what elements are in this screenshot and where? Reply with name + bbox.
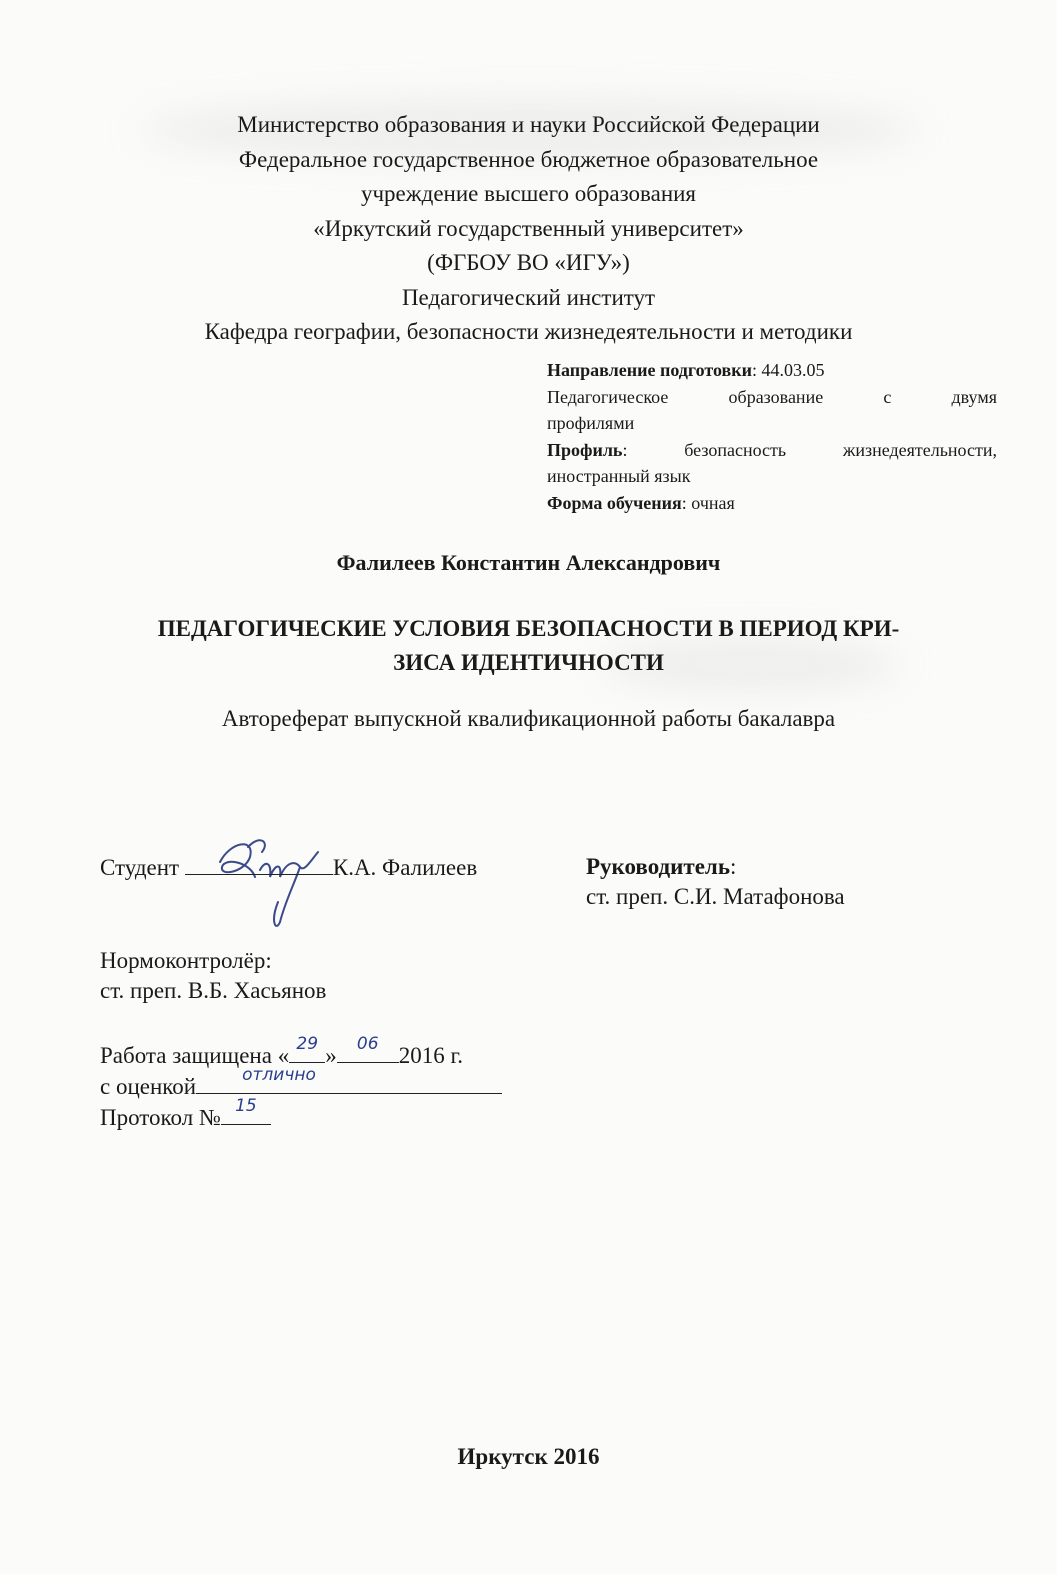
student-signature-row (100, 852, 477, 883)
profile-row-2: иностранный язык (547, 466, 691, 486)
defense-month: 06 (356, 1034, 379, 1054)
grade-row (100, 1065, 502, 1102)
city-year: Иркутск 2016 (457, 1444, 600, 1469)
protocol-field (221, 1096, 271, 1125)
direction-name-row-2: профилями (547, 413, 635, 433)
direction-label: Направление подготовки (547, 360, 753, 380)
protocol-number: 15 (235, 1096, 257, 1116)
grade-value: отлично (242, 1065, 316, 1085)
student-label: Студент (100, 855, 185, 880)
supervisor-colon: : (730, 854, 737, 879)
author-name: Фалилеев Константин Александрович (336, 550, 721, 575)
defense-quote: » (325, 1043, 337, 1068)
supervisor-block (586, 852, 845, 912)
study-form-row (547, 490, 997, 517)
study-info-block (547, 357, 997, 516)
university-name-line: «Иркутский государственный университет» (313, 215, 744, 241)
institution-header (0, 108, 1057, 350)
thesis-title-line-2: ЗИСА ИДЕНТИЧНОСТИ (393, 650, 664, 675)
study-form-value: : очная (681, 492, 735, 513)
defense-day: 29 (296, 1034, 319, 1054)
protocol-label: Протокол № (100, 1105, 221, 1130)
profile-word: жизнедеятельности, (842, 439, 997, 460)
institute-line: Педагогический институт (401, 284, 656, 310)
institution-level-line: учреждение высшего образования (360, 181, 697, 206)
direction-name-row (547, 384, 997, 411)
defense-block (100, 1034, 502, 1133)
profile-word: : (622, 439, 628, 460)
direction-word: с (883, 386, 892, 407)
direction-word: Педагогическое (547, 386, 669, 407)
supervisor-name: ст. преп. С.И. Матафонова (586, 884, 845, 909)
supervisor-label: Руководитель (586, 854, 730, 879)
normcontrol-label: Нормоконтролёр: (100, 948, 272, 973)
student-name: К.А. Фалилеев (332, 855, 478, 880)
direction-word: двумя (951, 386, 997, 407)
normcontrol-name: ст. преп. В.Б. Хасьянов (100, 978, 327, 1003)
direction-row (547, 357, 997, 384)
institution-type-line: Федеральное государственное бюджетное образовательное (238, 146, 819, 172)
protocol-row (100, 1096, 502, 1133)
ministry-line: Министерство образования и науки Российской Федерации (237, 112, 820, 137)
normcontrol-block (100, 946, 326, 1006)
profile-row (547, 437, 997, 464)
student-signature-line (185, 852, 333, 875)
defense-year: 2016 г. (398, 1043, 464, 1068)
profile-word: безопасность (684, 439, 787, 460)
department-line: Кафедра географии, безопасности жизнедеятельности и методики (204, 319, 853, 344)
defense-label: Работа защищена « (100, 1043, 290, 1068)
defense-month-field (337, 1034, 399, 1063)
grade-label: с оценкой (100, 1074, 197, 1099)
direction-code: : 44.03.05 (752, 360, 825, 380)
thesis-title (0, 612, 1057, 680)
university-abbrev-line: (ФГБОУ ВО «ИГУ») (427, 250, 630, 275)
document-subtitle: Автореферат выпускной квалификационной работы бакалавра (221, 706, 836, 731)
profile-label: Профиль (547, 439, 623, 460)
study-form-label: Форма обучения (547, 492, 682, 513)
thesis-title-line-1: ПЕДАГОГИЧЕСКИЕ УСЛОВИЯ БЕЗОПАСНОСТИ В ПЕРИОД КРИ- (157, 616, 900, 641)
direction-word: образование (728, 386, 824, 407)
